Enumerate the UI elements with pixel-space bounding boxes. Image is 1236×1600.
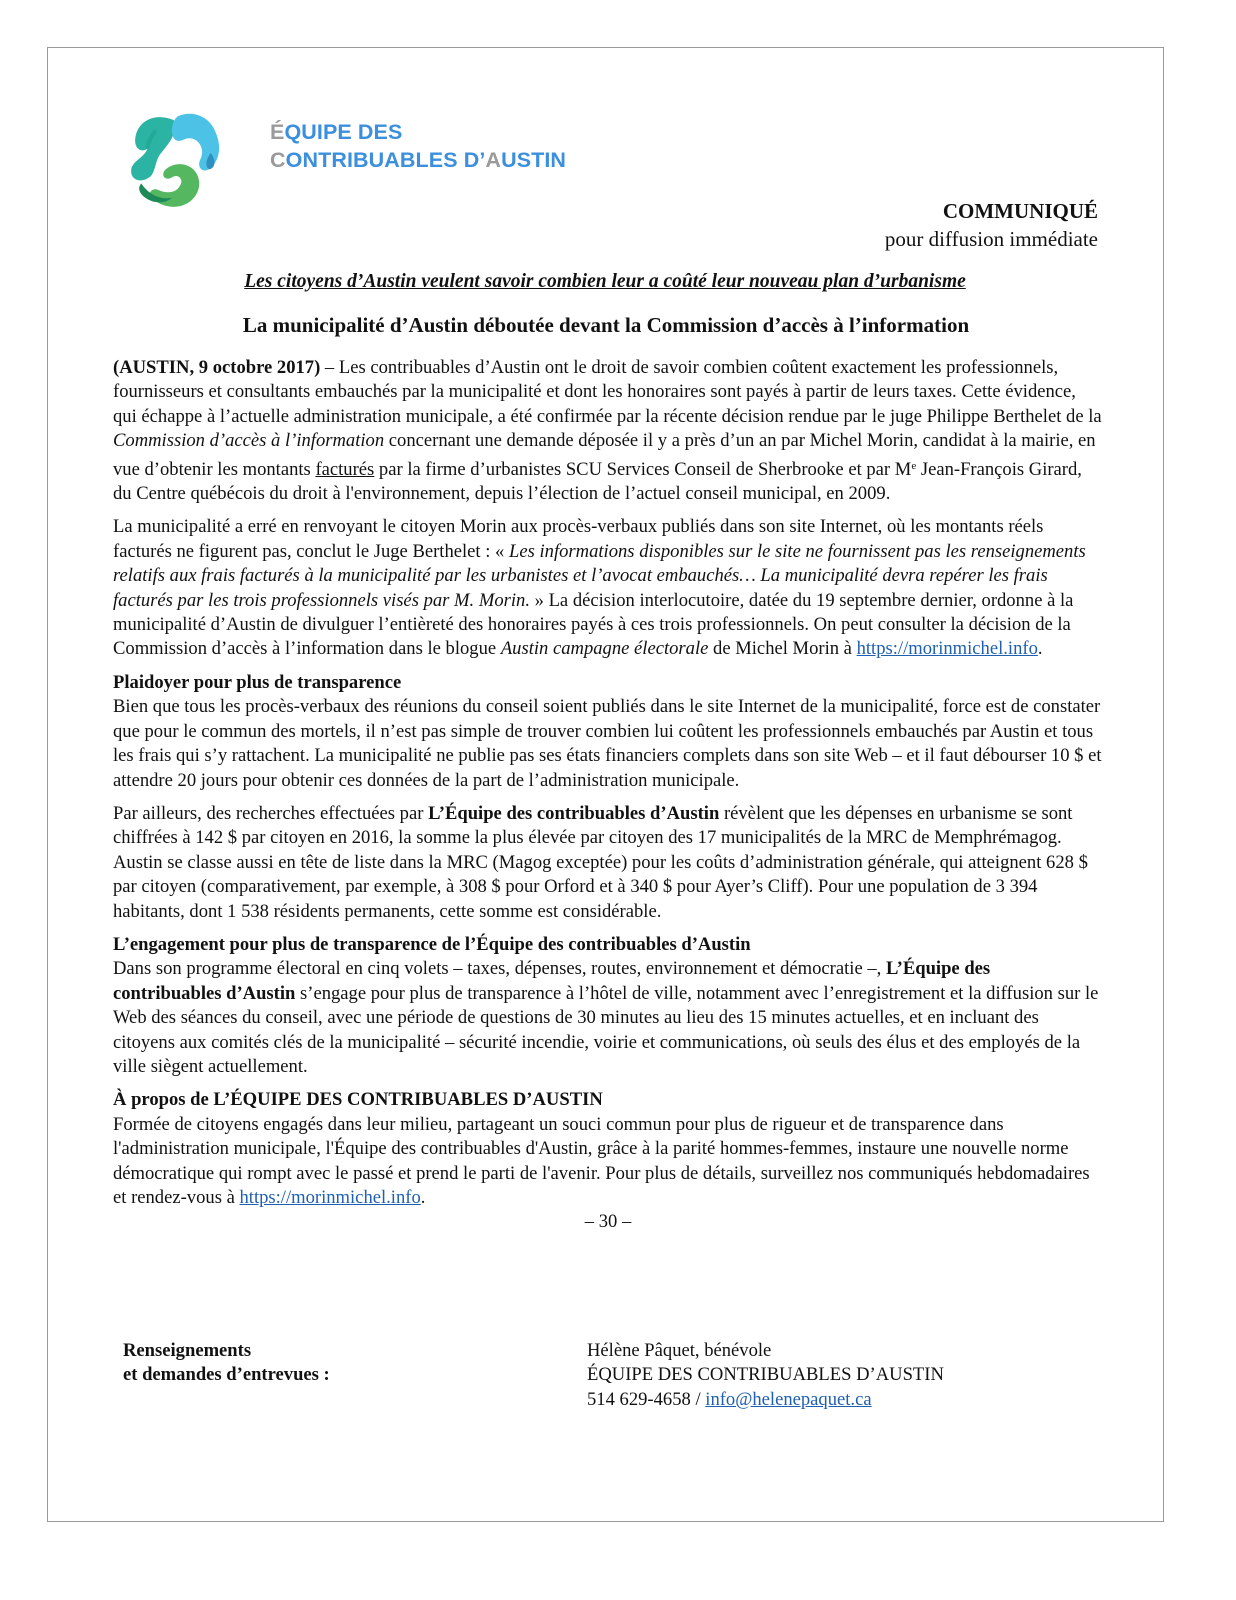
document-body <box>113 356 1103 1235</box>
organization-logo-text <box>270 118 566 174</box>
contact-organization: ÉQUIPE DES CONTRIBUABLES D’AUSTIN <box>587 1364 944 1386</box>
contact-label: Renseignements et demandes d’entrevues : <box>123 1340 330 1386</box>
section-about: À propos de L’ÉQUIPE DES CONTRIBUABLES D’AUSTIN Formée de citoyens engagés dans leur milieu, partageant un souci commun pour plus de rigueur et de transparence dans l'administration municipale, l'Équipe des contribuables d'Austin, grâce à la parité hommes-femmes, instaure une nouvelle norme démocratique qui rompt avec le passé et prend le parti de l'avenir. Pour plus de détails, surveillez nos communiqués hebdomadaires et rendez-vous à https://morinmichel.info. <box>113 1088 1103 1210</box>
document-subtitle: Les citoyens d’Austin veulent savoir combien leur a coûté leur nouveau plan d’urbanisme <box>244 271 966 292</box>
end-mark: – 30 – <box>584 1211 632 1233</box>
communique-header <box>885 197 1098 253</box>
section-engagement: L’engagement pour plus de transparence de l’Équipe des contribuables d’Austin Dans son programme électoral en cinq volets – taxes, dépenses, routes, environnement et démocratie –, L’Équipe des contribuables d’Austin s’engage pour plus de transparence à l’hôtel de ville, notamment avec l’enregistrement et la diffusion sur le Web des séances du conseil, avec une période de questions de 30 minutes au lieu des 15 minutes actuelles, et en incluant des citoyens aux comités clés de la municipalité – sécurité incendie, voirie et communications, où seuls des élus et des employés de la ville siègent actuellement. <box>113 933 1103 1079</box>
contact-phone-email <box>587 1388 944 1412</box>
release-type: pour diffusion immédiate <box>884 227 1098 251</box>
swirl-logo-icon <box>125 108 227 210</box>
document-headline: La municipalité d’Austin déboutée devant la Commission d’accès à l’information <box>242 313 970 337</box>
section-transparency-plea: Plaidoyer pour plus de transparence Bien que tous les procès-verbaux des réunions du conseil soient publiés dans le site Internet de la municipalité, force est de constater que pour le commun des mortels, il n’est pas simple de trouver combien lui coûtent les professionnels embauchés par Austin et tous les frais qui s’y rattachent. La municipalité ne publie pas ses états financiers complets dans son site Web – et il faut débourser 10 $ et attendre 20 jours pour obtenir ces données de la part de l’administration municipale. <box>113 671 1102 791</box>
contact-name: Hélène Pâquet, bénévole <box>587 1340 772 1361</box>
website-link[interactable]: https://morinmichel.info <box>239 1187 421 1208</box>
communique-label: COMMUNIQUÉ <box>942 199 1098 223</box>
section-heading: L’engagement pour plus de transparence de l’Équipe des contribuables d’Austin <box>113 933 751 955</box>
paragraph-research: Par ailleurs, des recherches effectuées par L’Équipe des contribuables d’Austin révèlent que les dépenses en urbanisme se sont chiffrées à 142 $ par citoyen en 2016, la somme la plus élevée par citoyen des 17 municipalités de la MRC de Memphrémagog. Austin se classe aussi en tête de liste dans la MRC (Magog exceptée) pour les coûts d’administration générale, qui atteignent 628 $ par citoyen (comparativement, par exemple, à 308 $ pour Orford et à 340 $ pour Ayer’s Cliff). Pour une population de 3 394 habitants, dont 1 538 résidents permanents, cette somme est considérable. <box>113 802 1088 922</box>
contact-email-link[interactable]: info@helenepaquet.ca <box>705 1388 872 1410</box>
logo-line-1: ÉQUIPE DES <box>270 120 403 144</box>
section-heading: À propos de L’ÉQUIPE DES CONTRIBUABLES D’AUSTIN <box>113 1089 603 1111</box>
contact-phone: 514 629-4658 / <box>587 1388 706 1410</box>
paragraph-decision: La municipalité a erré en renvoyant le citoyen Morin aux procès-verbaux publiés dans son site Internet, où les montants réels facturés ne figurent pas, conclut le Juge Berthelet : « Les informations disponibles sur le site ne fournissent pas les renseignements relatifs aux frais facturés à la municipalité par les urbanistes et l’avocat embauchés… La municipalité devra repérer les frais facturés par les trois professionnels visés par M. Morin. » La décision interlocutoire, datée du 19 septembre dernier, ordonne à la municipalité d’Austin de divulguer l’entièreté des honoraires payés à ces trois professionnels. On peut consulter la décision de la Commission d’accès à l’information dans le blogue Austin campagne électorale de Michel Morin à https://morinmichel.info. <box>113 516 1086 660</box>
contact-details <box>587 1339 944 1412</box>
section-heading: Plaidoyer pour plus de transparence <box>113 671 402 693</box>
dateline: (AUSTIN, 9 octobre 2017) <box>113 357 321 378</box>
judge-quote: Les informations disponibles sur le site ne fournissent pas les renseignements relatifs aux frais facturés à la municipalité par les urbanistes et l’avocat embauchés… La municipalité devra repérer les frais facturés par les trois professionnels visés par M. Morin. <box>113 540 1086 611</box>
logo-line-2: CONTRIBUABLES D’AUSTIN <box>270 148 567 172</box>
paragraph-intro: (AUSTIN, 9 octobre 2017) – Les contribuables d’Austin ont le droit de savoir combien coûtent exactement les professionnels, fournisseurs et consultants embauchés par la municipalité et dont les honoraires sont payés à partir de leurs taxes. Cette évidence, qui échappe à l’actuelle administration municipale, a été confirmée par la récente décision rendue par le juge Philippe Berthelet de la Commission d’accès à l’information concernant une demande déposée il y a près d’un an par Michel Morin, candidat à la mairie, en vue d’obtenir les montants facturés par la firme d’urbanistes SCU Services Conseil de Sherbrooke et par Me Jean-François Girard, du Centre québécois du droit à l'environnement, depuis l’élection de l’actuel conseil municipal, en 2009. <box>113 357 1102 505</box>
blog-link[interactable]: https://morinmichel.info <box>856 638 1038 660</box>
